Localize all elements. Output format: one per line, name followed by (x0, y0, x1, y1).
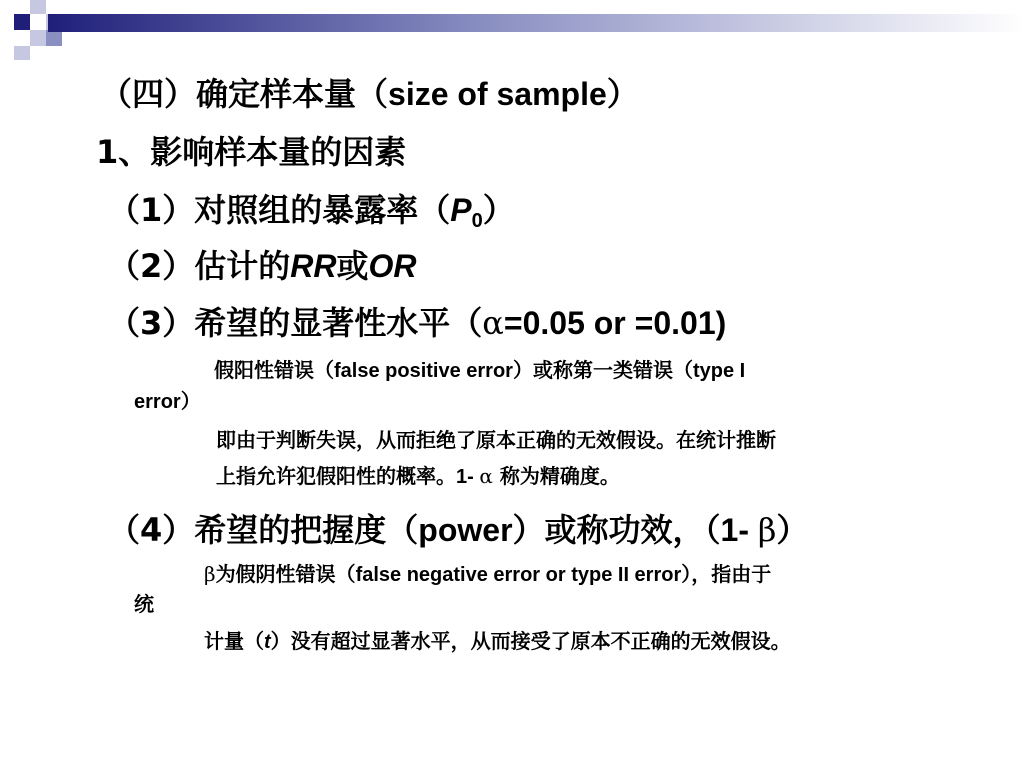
item-2-or-word: 或 (336, 247, 369, 285)
decor-square-5 (14, 46, 30, 60)
item-3-text: （3）希望的显著性水平（ (108, 304, 483, 342)
note-3-beta: β (204, 562, 216, 586)
note-3-line-1 (204, 564, 771, 585)
item-1-close: ） (482, 191, 515, 229)
item-3-eq: = (503, 305, 523, 341)
note-4-t: t (264, 631, 271, 653)
decor-square-2 (30, 0, 46, 14)
note-1-cn-c: ） (180, 389, 201, 413)
item-2-text: （2）估计的 (108, 247, 291, 285)
subheading (96, 133, 407, 171)
note-2-alpha: α (479, 464, 493, 488)
note-2-cn: 上指允许犯假阳性的概率。 (216, 464, 456, 488)
note-4 (204, 631, 791, 652)
note-1-line-1 (214, 360, 745, 381)
note-3-cn-a: 为假阴性错误（ (215, 562, 356, 586)
item-1-text: （1）对照组的暴露率（ (108, 191, 451, 229)
section-heading (100, 75, 639, 113)
note-2-line-1 (216, 430, 776, 450)
item-4-one-minus: 1- (720, 512, 758, 548)
section-heading-en: size of sample (388, 76, 607, 112)
item-4-close: ） (776, 511, 809, 549)
item-3-values: 0.05 or =0.01) (522, 305, 727, 341)
decor-square-1 (14, 14, 30, 30)
note-4-cn-a: 计量（ (204, 629, 264, 653)
item-2-or: OR (368, 248, 417, 284)
note-3-cn-c: 统 (134, 592, 154, 616)
item-2 (108, 247, 417, 285)
item-4-text: （4）希望的把握度（ (108, 511, 419, 549)
header-gradient-bar (48, 14, 1024, 32)
note-1-line-2 (134, 391, 201, 412)
note-2-cn-end: 称为精确度。 (492, 464, 620, 488)
note-1-en-c: error (134, 391, 181, 413)
decor-square-3 (30, 30, 46, 46)
item-4-power: power (418, 512, 513, 548)
decor-square-6 (46, 30, 62, 46)
note-3-cn-b: ），指由于 (681, 562, 772, 586)
item-2-rr: RR (290, 248, 337, 284)
item-1-subscript: 0 (471, 210, 483, 232)
note-3-line-2 (134, 594, 154, 614)
item-1-var: P (450, 192, 472, 228)
item-4-beta: β (757, 511, 777, 549)
note-1-cn-b: ）或称第一类错误（ (512, 358, 693, 382)
item-1 (108, 191, 515, 232)
item-3 (108, 304, 727, 342)
note-2-text-a: 即由于判断失误，从而拒绝了原本正确的无效假设。在统计推断 (216, 428, 776, 452)
note-3-en: false negative error or type II error (355, 564, 682, 586)
note-4-cn-b: ）没有超过显著水平，从而接受了原本不正确的无效假设。 (270, 629, 791, 653)
subheading-text: 1、影响样本量的因素 (96, 133, 407, 171)
note-2-en: 1- (456, 466, 480, 488)
item-3-alpha: α (482, 304, 504, 342)
item-4 (108, 511, 809, 549)
note-1-en-a: false positive error (334, 360, 513, 382)
note-1-en-b: type I (692, 360, 746, 382)
note-1-cn-a: 假阳性错误（ (214, 358, 334, 382)
item-4-mid: ）或称功效，（ (512, 511, 721, 549)
section-heading-cn: （四）确定样本量（ (100, 75, 389, 113)
note-2-line-2 (216, 466, 620, 487)
section-heading-close: ） (606, 75, 639, 113)
